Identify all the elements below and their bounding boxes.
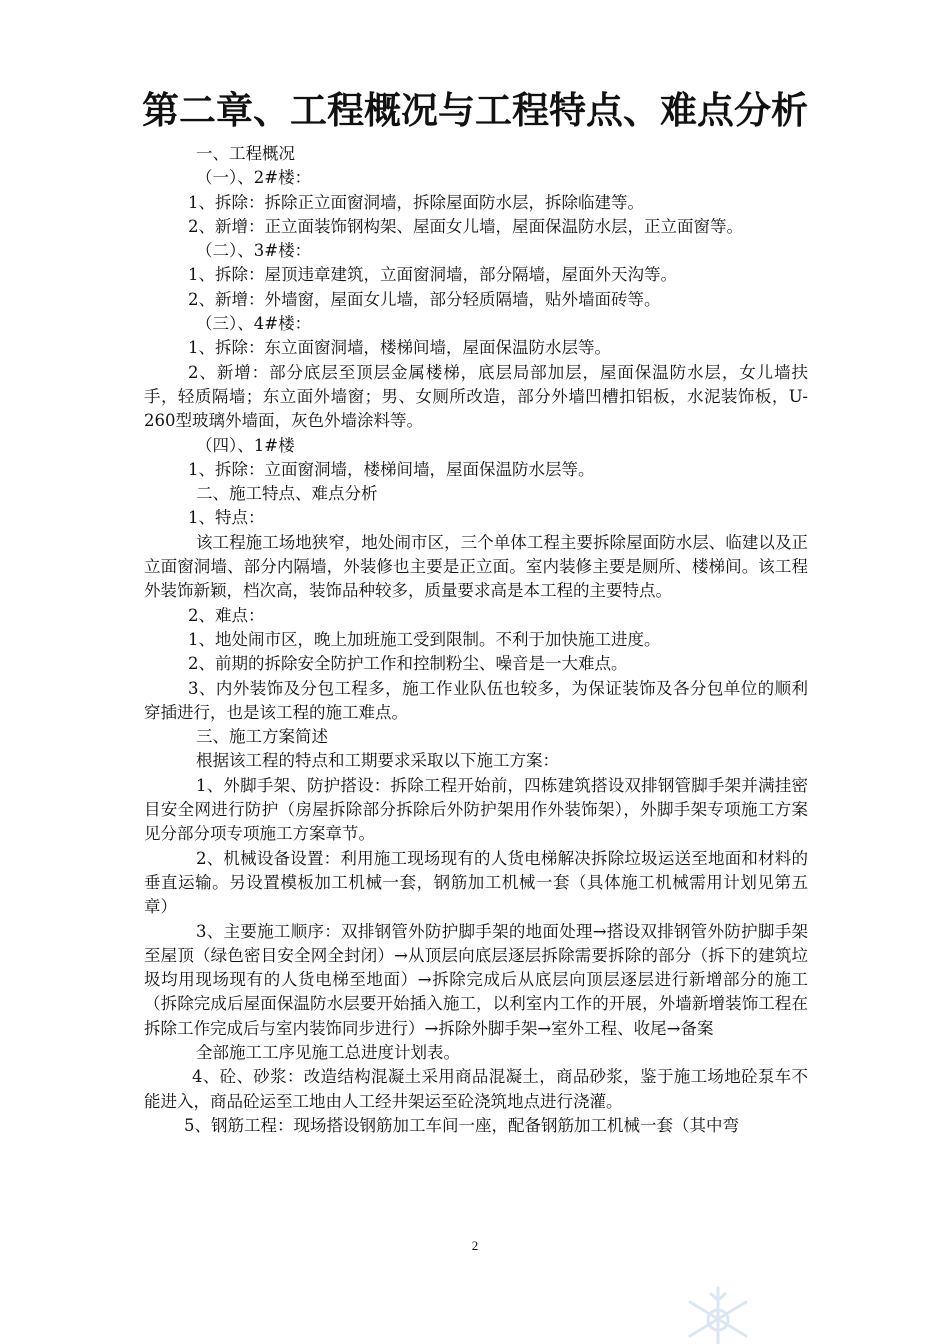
- paragraph: 1、拆除：拆除正立面窗洞墙，拆除屋面防水层，拆除临建等。: [188, 192, 644, 212]
- paragraph: 4、砼、砂浆：改造结构混凝土采用商品混凝土，商品砂浆，鉴于施工场地砼泵车不能进入，商品砼运至工地由人工经井架运至砼浇筑地点进行浇灌。: [144, 1067, 808, 1111]
- paragraph: 2、机械设备设置：利用施工现场现有的人货电梯解决拆除垃圾运送至地面和材料的垂直运输。另设置模板加工机械一套，钢筋加工机械一套（具体施工机械需用计划见第五章）: [144, 848, 808, 917]
- paragraph: 2、新增：部分底层至顶层金属楼梯，底层局部加层，屋面保温防水层，女儿墙扶手，轻质隔墙；东立面外墙窗；男、女厕所改造，部分外墙凹槽扣铝板，水泥装饰板，U-260型玻璃外墙面，灰色外墙涂料等。: [144, 362, 808, 431]
- paragraph: 5、钢筋工程：现场搭设钢筋加工车间一座，配备钢筋加工机械一套（其中弯: [184, 1115, 739, 1135]
- subsection-heading: 1、特点：: [188, 508, 265, 528]
- section-heading: 三、施工方案简述: [196, 727, 328, 747]
- section-heading: 一、工程概况: [196, 144, 295, 163]
- subsection-heading: 2、难点：: [188, 605, 265, 625]
- snowflake-watermark-icon: [678, 1280, 758, 1344]
- paragraph: 2、新增：外墙窗，屋面女儿墙，部分轻质隔墙，贴外墙面砖等。: [188, 289, 661, 309]
- paragraph: 3、主要施工顺序：双排钢管外防护脚手架的地面处理→搭设双排钢管外防护脚手架至屋顶（绿色密目安全网全封闭）→从顶层向底层逐层拆除需要拆除的部分（拆下的建筑垃圾均用现场现有的人货电梯至地面）→拆除完成后从底层向顶层逐层进行新增部分的施工（拆除完成后屋面保温防水层要开始插入施工，以利室内工作的开展，外墙新增装饰工程在拆除工作完成后与室内装饰同步进行）→拆除外脚手架→室外工程、收尾→备案: [144, 921, 808, 1038]
- subsection-heading: （一）、2#楼：: [196, 168, 312, 188]
- paragraph: 3、内外装饰及分包工程多，施工作业队伍也较多，为保证装饰及各分包单位的顺利穿插进行，也是该工程的施工难点。: [144, 678, 808, 722]
- section-heading: 二、施工特点、难点分析: [196, 484, 378, 504]
- subsection-heading: （三）、4#楼：: [196, 314, 312, 334]
- page-number: 2: [471, 1238, 479, 1253]
- paragraph: 该工程施工场地狭窄，地处闹市区，三个单体工程主要拆除屋面防水层、临建以及正立面窗洞墙、部分内隔墙，外装修也主要是正立面。室内装修主要是厕所、楼梯间。该工程外装饰新颖，档次高，装饰品种较多，质量要求高是本工程的主要特点。: [144, 532, 808, 601]
- subsection-heading: （四）、1#楼: [196, 435, 295, 455]
- page-title: 第二章、工程概况与工程特点、难点分析: [142, 88, 808, 132]
- subsection-heading: （二）、3#楼：: [196, 241, 312, 261]
- paragraph: 2、前期的拆除安全防护工作和控制粉尘、噪音是一大难点。: [188, 654, 628, 674]
- paragraph: 全部施工工序见施工总进度计划表。: [196, 1042, 460, 1062]
- paragraph: 1、拆除：屋顶违章建筑，立面窗洞墙，部分隔墙，屋面外天沟等。: [188, 265, 677, 285]
- paragraph: 1、地处闹市区，晚上加班施工受到限制。不利于加快施工进度。: [188, 629, 661, 649]
- paragraph: 1、外脚手架、防护搭设：拆除工程开始前，四栋建筑搭设双排钢管脚手架并满挂密目安全网进行防护（房屋拆除部分拆除后外防护架用作外装饰架），外脚手架专项施工方案见分部分项专项施工方案章节。: [144, 775, 808, 844]
- paragraph: 根据该工程的特点和工期要求采取以下施工方案：: [196, 751, 559, 771]
- paragraph: 1、拆除：立面窗洞墙，楼梯间墙，屋面保温防水层等。: [188, 459, 595, 479]
- paragraph: 2、新增：正立面装饰钢构架、屋面女儿墙，屋面保温防水层，正立面窗等。: [188, 216, 743, 236]
- paragraph: 1、拆除：东立面窗洞墙，楼梯间墙，屋面保温防水层等。: [188, 338, 611, 358]
- document-body: [144, 142, 808, 1138]
